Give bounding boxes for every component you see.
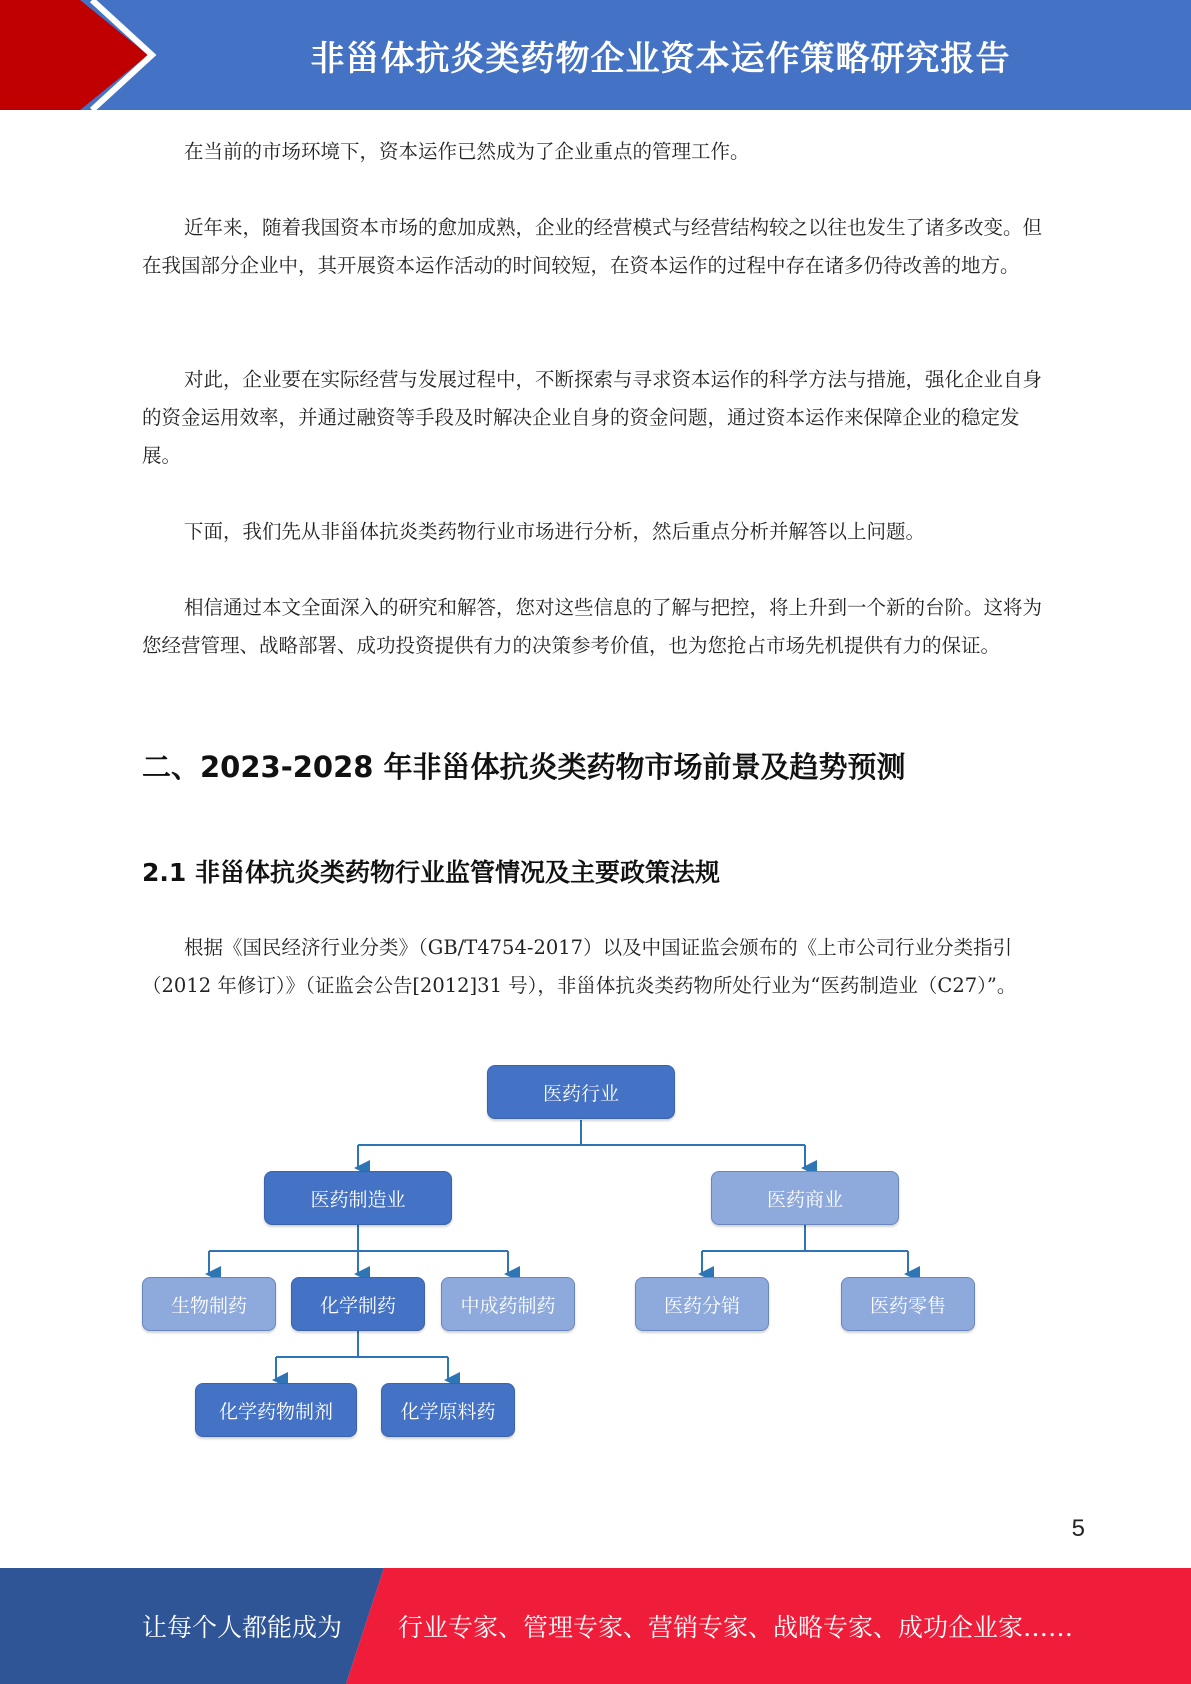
node-chemical-api: 化学原料药 [381, 1383, 515, 1437]
node-tcm-pharma: 中成药制药 [441, 1277, 575, 1331]
industry-classification-chart [0, 1055, 1191, 1455]
page-number: 5 [1071, 1515, 1085, 1542]
report-title: 非甾体抗炎类药物企业资本运作策略研究报告 [310, 38, 1011, 79]
report-header [0, 0, 1191, 110]
node-pharma-industry: 医药行业 [487, 1065, 675, 1119]
subsection-heading: 2.1 非甾体抗炎类药物行业监管情况及主要政策法规 [142, 858, 720, 887]
paragraph-intro-2: 近年来，随着我国资本市场的愈加成熟，企业的经营模式与经营结构较之以往也发生了诸多改变。但在我国部分企业中，其开展资本运作活动的时间较短，在资本运作的过程中存在诸多仍待改善的地方。 [142, 216, 1043, 277]
node-pharma-distribution: 医药分销 [635, 1277, 769, 1331]
node-pharma-manufacturing: 医药制造业 [264, 1171, 452, 1225]
node-pharma-retail: 医药零售 [841, 1277, 975, 1331]
paragraph-intro-3: 对此，企业要在实际经营与发展过程中，不断探索与寻求资本运作的科学方法与措施，强化企业自身的资金运用效率，并通过融资等手段及时解决企业自身的资金问题，通过资本运作来保障企业的稳定发展。 [142, 368, 1043, 467]
footer-slogan-right: 行业专家、管理专家、营销专家、战略专家、成功企业家…… [398, 1613, 1074, 1642]
classification-paragraph: 根据《国民经济行业分类》（GB/T4754-2017）以及中国证监会颁布的《上市公司行业分类指引（2012 年修订）》（证监会公告[2012]31 号），非甾体抗炎类药物所处行业为“医药制造业（C27）”。 [142, 936, 1017, 997]
node-chemical-pharma: 化学制药 [291, 1277, 425, 1331]
node-chemical-preparations: 化学药物制剂 [195, 1383, 357, 1437]
red-arrow-logo [0, 0, 160, 110]
paragraph-intro-4: 下面，我们先从非甾体抗炎类药物行业市场进行分析，然后重点分析并解答以上问题。 [184, 520, 926, 543]
footer-slogan-left: 让每个人都能成为 [142, 1613, 343, 1642]
paragraph-intro-5: 相信通过本文全面深入的研究和解答，您对这些信息的了解与把控，将上升到一个新的台阶。这将为您经营管理、战略部署、成功投资提供有力的决策参考价值，也为您抢占市场先机提供有力的保证。 [142, 596, 1043, 657]
paragraph-intro-1: 在当前的市场环境下，资本运作已然成为了企业重点的管理工作。 [184, 140, 750, 163]
node-biopharma: 生物制药 [142, 1277, 276, 1331]
node-pharma-commerce: 医药商业 [711, 1171, 899, 1225]
section-heading: 二、2023-2028 年非甾体抗炎类药物市场前景及趋势预测 [142, 750, 906, 784]
report-footer [0, 1568, 1191, 1684]
